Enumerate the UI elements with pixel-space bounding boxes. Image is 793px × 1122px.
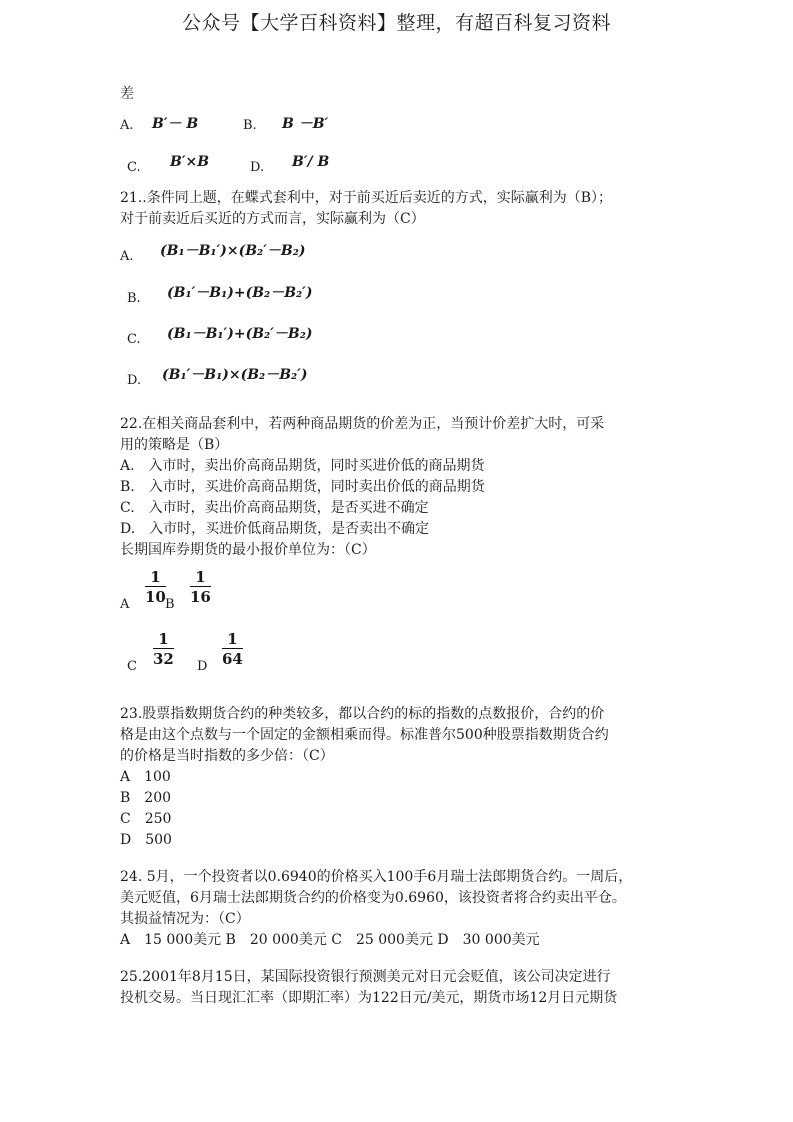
q22-option-b: B. 入市时，买进价高商品期货，同时卖出价低的商品期货 [120, 479, 485, 495]
q25-text-line2: 投机交易。当日现汇汇率（即期汇率）为122日元/美元，期货市场12月日元期货 [120, 990, 618, 1006]
prev-option-d-formula: B′/ B [292, 154, 330, 170]
q23-option-b: B 200 [120, 790, 172, 806]
q21-option-d-formula: (B₁′－B₁)×(B₂－B₂′) [162, 367, 308, 383]
fraction-a-den: 10 [145, 588, 166, 606]
fraction-a-label: A [120, 597, 130, 612]
fraction-c-label: C [127, 659, 137, 674]
q24-text-line3: 其损益情况为：（C） [120, 911, 250, 927]
prev-option-a-label: A. [120, 118, 134, 133]
fraction-d-num: 1 [227, 630, 238, 648]
q21-text-line1: 21..条件同上题，在蝶式套利中，对于前买近后卖近的方式，实际赢利为（B）； [120, 190, 613, 206]
q23-option-c: C 250 [120, 811, 172, 827]
q22-text-line2: 用的策略是（B） [120, 437, 229, 453]
q21-option-b-formula: (B₁′－B₁)+(B₂－B₂′) [167, 285, 313, 301]
prev-option-c-formula: B′×B [170, 154, 210, 170]
prev-option-a-formula: B′－ B [152, 116, 199, 132]
fraction-c-num: 1 [158, 630, 169, 648]
q21-option-b-label: B. [127, 291, 141, 306]
q21-option-c-formula: (B₁－B₁′)+(B₂′－B₂) [167, 326, 313, 342]
fraction-a-num: 1 [150, 568, 161, 586]
q24-text-line1: 24. 5月，一个投资者以0.6940的价格买入100手6月瑞士法郎期货合约。一周后， [120, 869, 633, 885]
prev-option-d-label: D. [250, 160, 265, 175]
prev-option-c-label: C. [127, 160, 141, 175]
prev-question-tail: 差 [120, 86, 134, 102]
q22-option-c: C. 入市时，卖出价高商品期货，是否买进不确定 [120, 500, 429, 516]
q21-option-d-label: D. [127, 373, 142, 388]
fraction-b-num: 1 [195, 568, 206, 586]
fraction-d-den: 64 [222, 650, 243, 668]
fraction-c [153, 630, 174, 669]
q21-option-a-formula: (B₁－B₁′)×(B₂′－B₂) [160, 243, 306, 259]
q22-option-a: A. 入市时，卖出价高商品期货，同时买进价低的商品期货 [120, 458, 485, 474]
q23-text-line1: 23.股票指数期货合约的种类较多，都以合约的标的指数的点数报价，合约的价 [120, 706, 605, 722]
treasury-question: 长期国库券期货的最小报价单位为：（C） [120, 542, 376, 558]
q23-option-d: D 500 [120, 832, 172, 848]
fraction-c-den: 32 [153, 650, 174, 668]
q24-options: A 15 000美元 B 20 000美元 C 25 000美元 D 30 000美元 [120, 932, 540, 948]
q21-option-a-label: A. [120, 249, 134, 264]
prev-option-b-formula: B －B′ [282, 116, 329, 132]
q25-text-line1: 25.2001年8月15日，某国际投资银行预测美元对日元会贬值，该公司决定进行 [120, 969, 611, 985]
q22-option-d: D. 入市时，买进价低商品期货，是否卖出不确定 [120, 521, 430, 537]
q21-option-c-label: C. [127, 332, 141, 347]
q24-text-line2: 美元贬值，6月瑞士法郎期货合约的价格变为0.6960，该投资者将合约卖出平仓。 [120, 890, 626, 906]
prev-option-b-label: B. [243, 118, 257, 133]
page-header: 公众号【大学百科资料】整理，有超百科复习资料 [181, 12, 611, 34]
fraction-d-label: D [197, 659, 208, 674]
q23-option-a: A 100 [120, 769, 171, 785]
fraction-a [145, 568, 166, 607]
q22-text-line1: 22.在相关商品套利中，若两种商品期货的价差为正，当预计价差扩大时，可采 [120, 416, 605, 432]
fraction-d [222, 630, 243, 669]
q23-text-line2: 格是由这个点数与一个固定的金额相乘而得。标准普尔500种股票指数期货合约 [120, 727, 609, 743]
fraction-b [190, 568, 211, 607]
q21-text-line2: 对于前卖近后买近的方式而言，实际赢利为（C） [120, 211, 425, 227]
q23-text-line3: 的价格是当时指数的多少倍：（C） [120, 748, 334, 764]
fraction-b-label: B [165, 597, 175, 612]
fraction-b-den: 16 [190, 588, 211, 606]
